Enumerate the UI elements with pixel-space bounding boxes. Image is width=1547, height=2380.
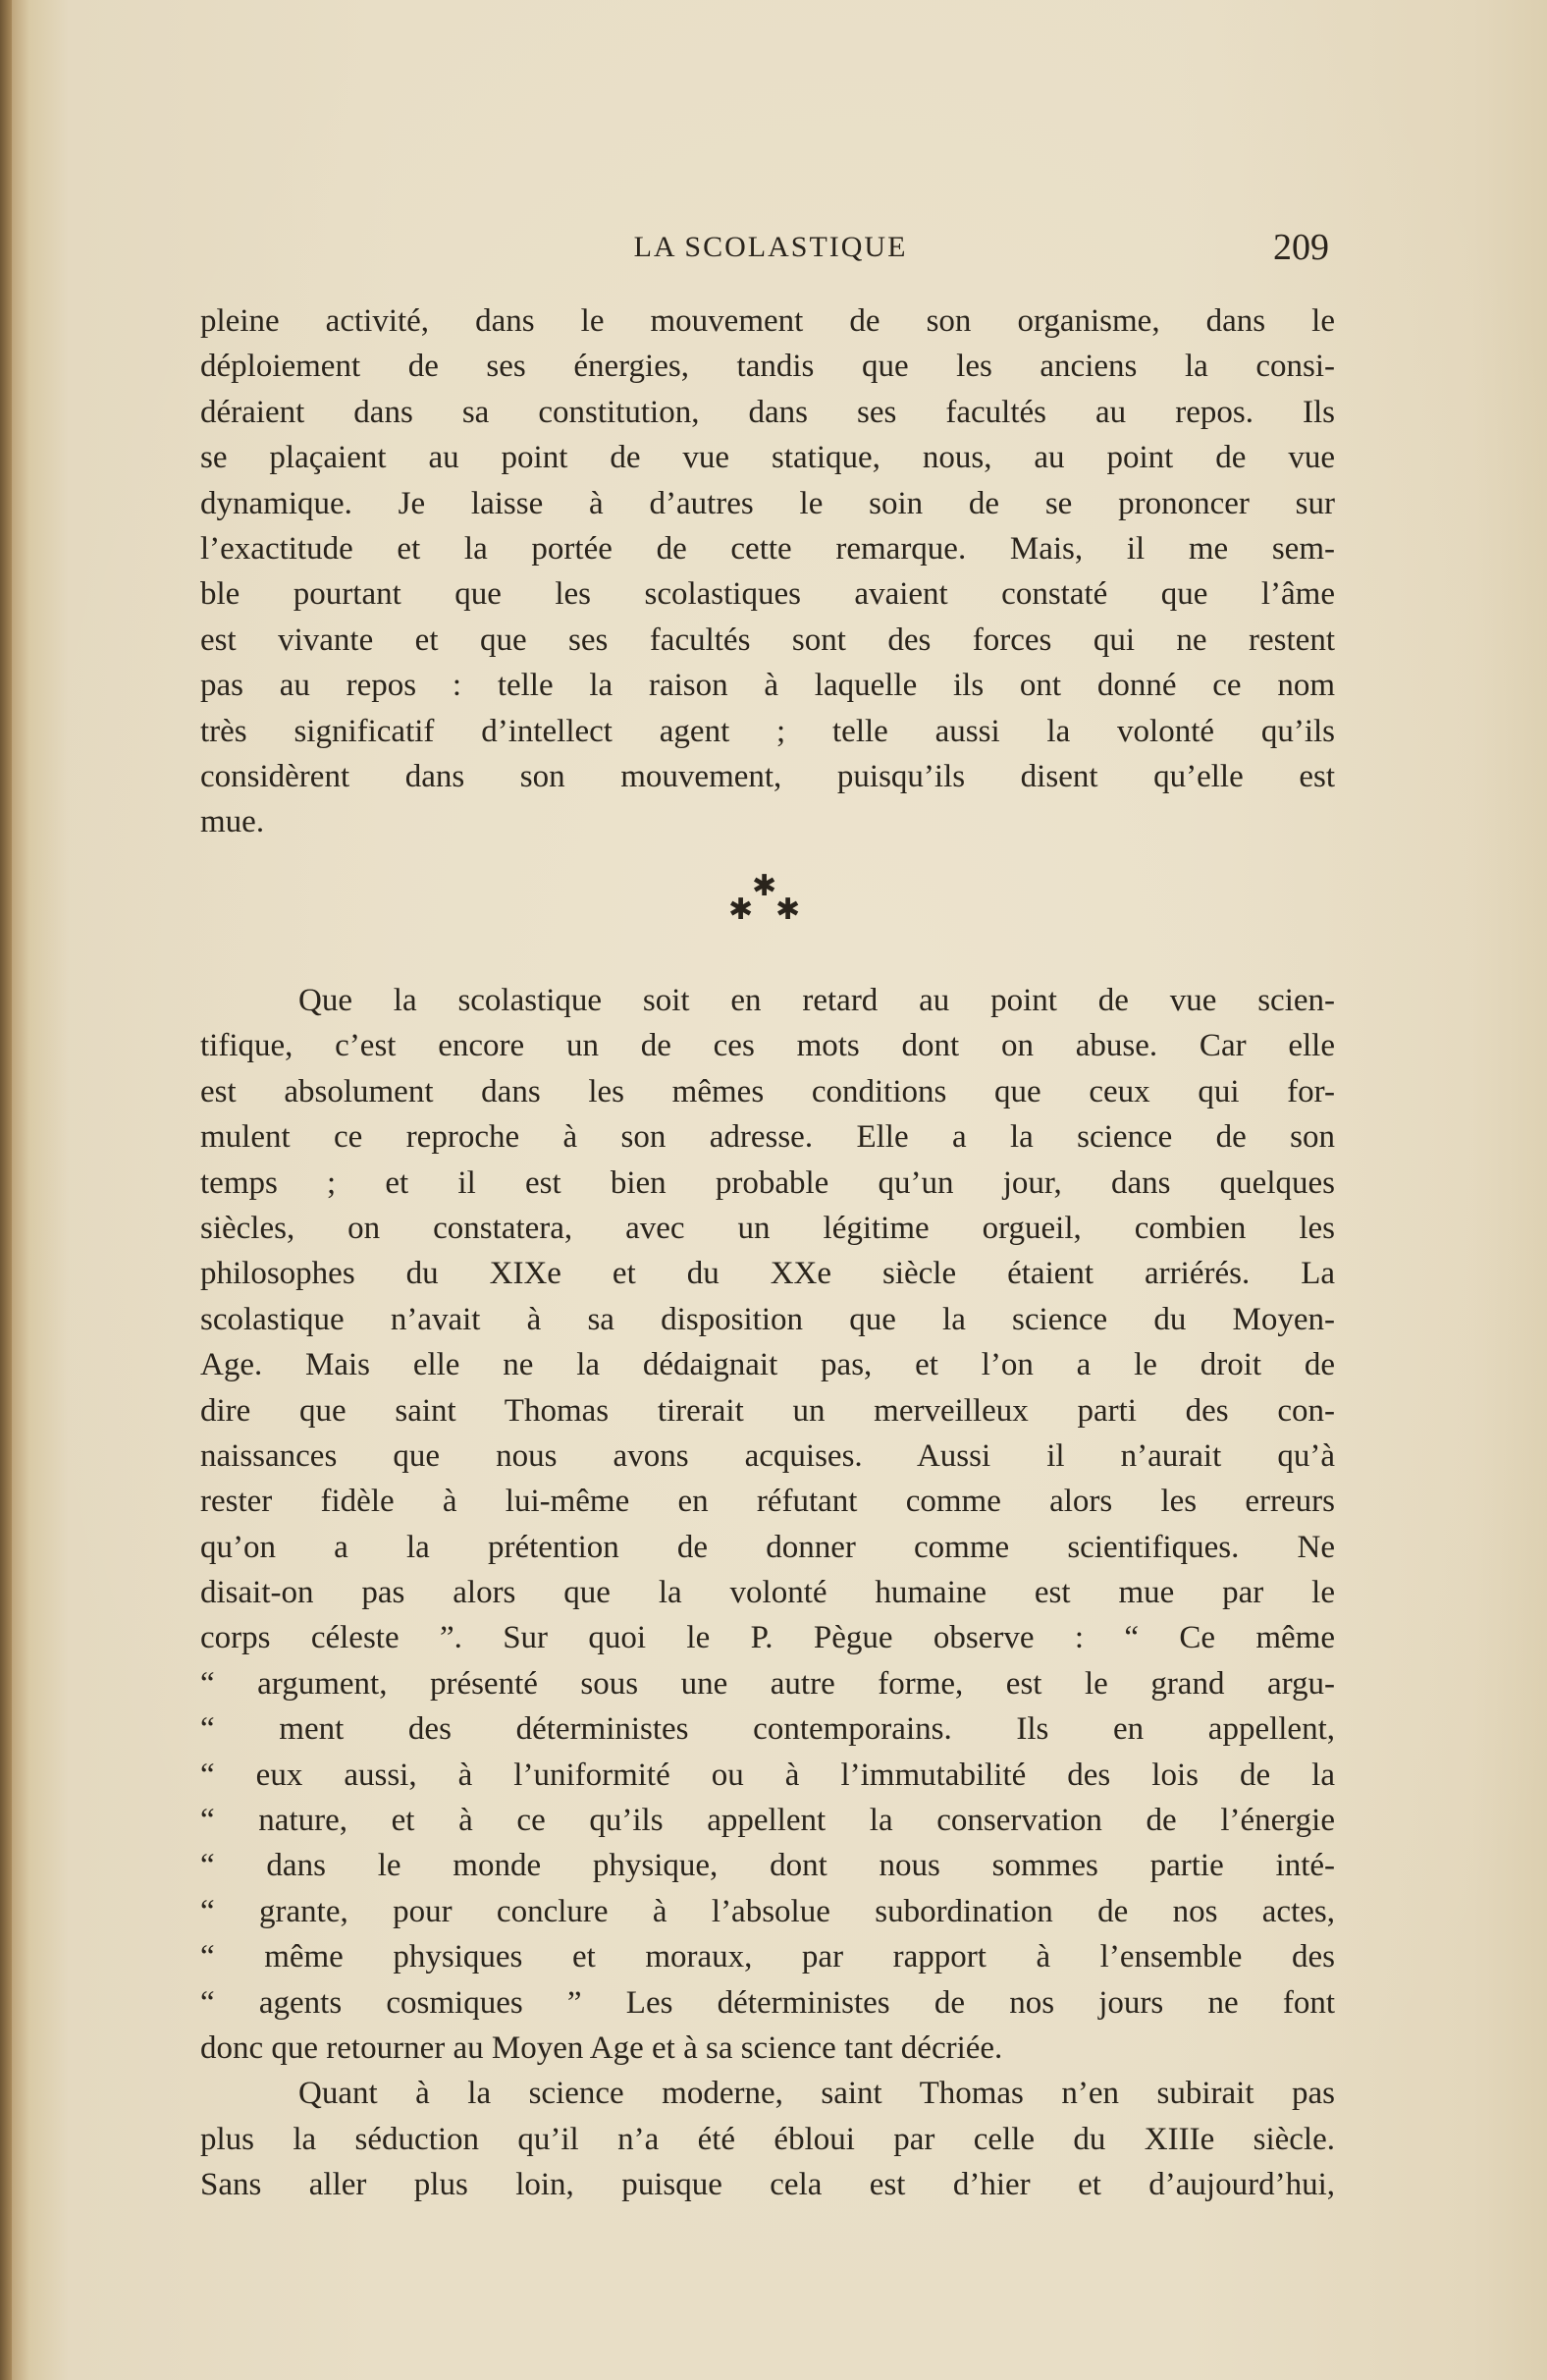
text-line: pas au repos : telle la raison à laquelle ils ont donné ce nom — [200, 668, 1335, 704]
text-line: est vivante et que ses facultés sont des forces qui ne restent — [200, 622, 1335, 658]
text-line: est absolument dans les mêmes conditions que ceux qui for- — [200, 1073, 1335, 1109]
text-line: “ argument, présenté sous une autre forme, est le grand argu- — [200, 1665, 1335, 1702]
text-line: naissances que nous avons acquises. Aussi il n’aurait qu’à — [200, 1437, 1335, 1474]
text-line: mulent ce reproche à son adresse. Elle a la science de son — [200, 1119, 1335, 1156]
text-line: siècles, on constatera, avec un légitime orgueil, combien les — [200, 1210, 1335, 1246]
asterism-star: ✱ — [728, 892, 754, 927]
text-line: scolastique n’avait à sa disposition que la science du Moyen- — [200, 1301, 1335, 1337]
text-line: l’exactitude et la portée de cette remarque. Mais, il me sem- — [200, 530, 1335, 567]
text-line: disait-on pas alors que la volonté humaine est mue par le — [200, 1575, 1335, 1611]
text-line: “ nature, et à ce qu’ils appellent la conservation de l’énergie — [200, 1803, 1335, 1839]
text-line: Age. Mais elle ne la dédaignait pas, et l’on a le droit de — [200, 1347, 1335, 1383]
page-number: 209 — [1273, 227, 1329, 268]
text-line: Que la scolastique soit en retard au point de vue scien- — [298, 983, 1335, 1018]
text-line: dynamique. Je laisse à d’autres le soin de se prononcer sur — [200, 485, 1335, 521]
text-line: déploiement de ses énergies, tandis que les anciens la consi- — [200, 349, 1335, 385]
text-line: donc que retourner au Moyen Age et à sa science tant décriée. — [200, 2029, 1003, 2066]
text-line: philosophes du XIXe et du XXe siècle étaient arriérés. La — [200, 1256, 1335, 1292]
text-line: temps ; et il est bien probable qu’un jour, dans quelques — [200, 1164, 1335, 1201]
text-line: corps céleste ”. Sur quoi le P. Pègue observe : “ Ce même — [200, 1620, 1335, 1656]
text-line: tifique, c’est encore un de ces mots dont on abuse. Car elle — [200, 1028, 1335, 1064]
text-line: considèrent dans son mouvement, puisqu’ils disent qu’elle est — [200, 758, 1335, 794]
text-line: Quant à la science moderne, saint Thomas n’en subirait pas — [298, 2076, 1335, 2112]
text-line: “ même physiques et moraux, par rapport à l’ensemble des — [200, 1939, 1335, 1975]
text-line: se plaçaient au point de vue statique, nous, au point de vue — [200, 440, 1335, 476]
paragraph-1 — [200, 298, 1335, 845]
asterism-star: ✱ — [752, 869, 777, 903]
text-line: dire que saint Thomas tirerait un merveilleux parti des con- — [200, 1392, 1335, 1429]
text-line: plus la séduction qu’il n’a été ébloui par celle du XIIIe siècle. — [200, 2121, 1335, 2157]
running-title: LA SCOLASTIQUE — [633, 231, 908, 263]
running-head — [206, 224, 1335, 271]
text-line: Sans aller plus loin, puisque cela est d’hier et d’aujourd’hui, — [200, 2167, 1335, 2203]
text-line: “ agents cosmiques ” Les déterministes de nos jours ne font — [200, 1984, 1335, 2021]
asterism-star: ✱ — [775, 892, 801, 927]
text-line: très significatif d’intellect agent ; telle aussi la volonté qu’ils — [200, 713, 1335, 749]
page-binding-edge — [0, 0, 12, 2380]
text-line: mue. — [200, 804, 265, 840]
text-line: “ ment des déterministes contemporains. Ils en appellent, — [200, 1711, 1335, 1748]
text-line: rester fidèle à lui-même en réfutant comme alors les erreurs — [200, 1484, 1335, 1520]
text-line: qu’on a la prétention de donner comme scientifiques. Ne — [200, 1529, 1335, 1565]
paragraph-2 — [200, 978, 1335, 2208]
text-line: déraient dans sa constitution, dans ses facultés au repos. Ils — [200, 394, 1335, 430]
section-asterism — [0, 869, 1547, 935]
text-line: pleine activité, dans le mouvement de son organisme, dans le — [200, 303, 1335, 339]
text-line: “ eux aussi, à l’uniformité ou à l’immutabilité des lois de la — [200, 1757, 1335, 1793]
text-line: ble pourtant que les scolastiques avaient constaté que l’âme — [200, 576, 1335, 613]
text-line: “ dans le monde physique, dont nous sommes partie inté- — [200, 1848, 1335, 1884]
text-line: “ grante, pour conclure à l’absolue subordination de nos actes, — [200, 1893, 1335, 1929]
